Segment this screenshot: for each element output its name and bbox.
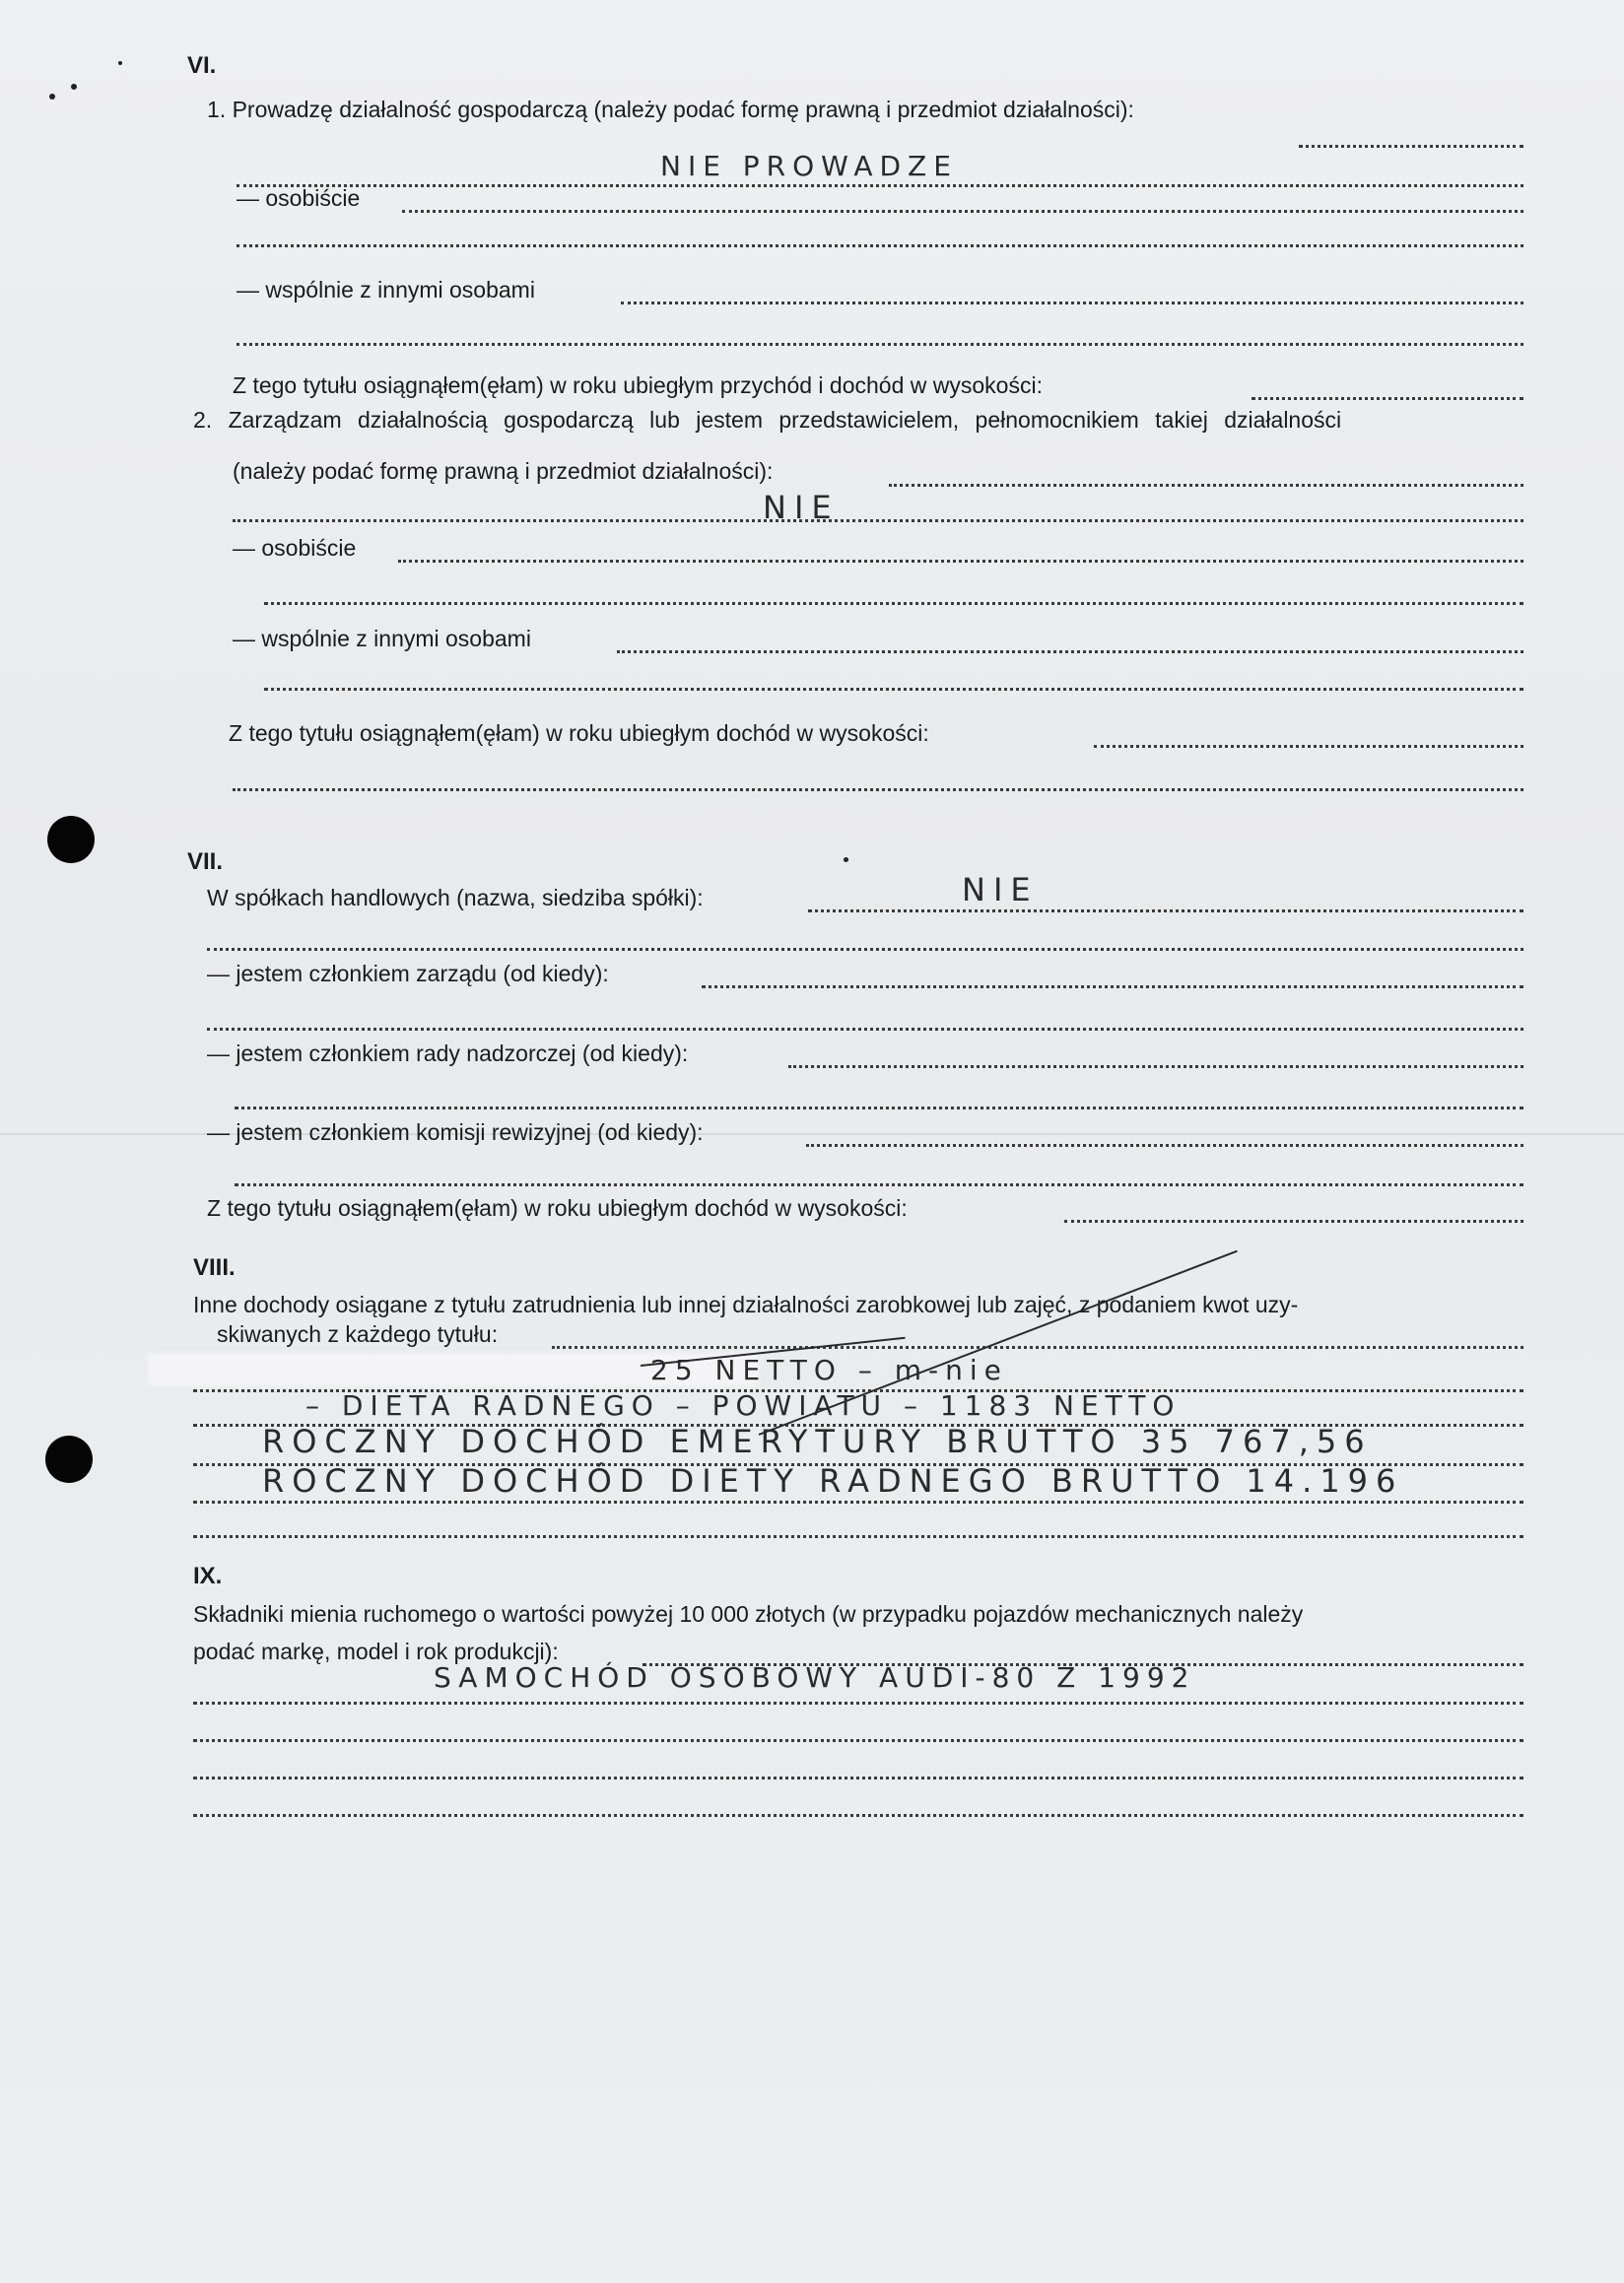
section-ix-heading: IX. — [193, 1563, 223, 1589]
ink-speck — [844, 857, 848, 862]
punch-hole-bottom — [45, 1436, 93, 1483]
income-label: Z tego tytułu osiągnąłem(ęłam) w roku ubiegłym przychód i dochód w wysokości: — [233, 372, 1043, 398]
ink-speck — [118, 61, 122, 65]
section-ix-line1: Składniki mienia ruchomego o wartości powyżej 10 000 złotych (w przypadku pojazdów mechanicznych należy — [193, 1601, 1304, 1627]
handwritten-answer-nie: NIE — [763, 489, 840, 526]
dotted-leader — [889, 484, 1523, 487]
dotted-leader — [1094, 745, 1523, 748]
wspolnie-label: — wspólnie z innymi osobami — [237, 277, 535, 302]
section-vi-heading: VI. — [187, 52, 217, 79]
dotted-leader — [402, 210, 1523, 213]
dotted-leader — [193, 1501, 1523, 1504]
zarzad-label: — jestem członkiem zarządu (od kiedy): — [207, 961, 609, 986]
handwritten-income-line-3: ROCZNY DOCHÓD EMERYTURY BRUTTO 35 767,56 — [262, 1423, 1373, 1460]
handwritten-income-line-2: – DIETA RADNEGO – POWIATU – 1183 NETTO — [305, 1389, 1182, 1422]
wspolnie-label: — wspólnie z innymi osobami — [233, 626, 531, 651]
dotted-leader — [233, 519, 1523, 522]
ink-speck — [71, 84, 77, 90]
handwritten-income-line-1: 25 NETTO – m-nie — [650, 1354, 1008, 1386]
dotted-leader — [398, 560, 1523, 563]
dotted-leader — [193, 1777, 1523, 1779]
section-vi-item2-line1: 2. Zarządzam działalnością gospodarczą lub jestem przedstawicielem, pełnomocnikiem takiej działalności — [193, 407, 1342, 433]
section-vii-heading: VII. — [187, 848, 224, 875]
dotted-leader — [702, 985, 1523, 988]
punch-hole-top — [47, 816, 95, 863]
dotted-leader — [235, 1107, 1523, 1109]
dotted-leader — [233, 788, 1523, 791]
dotted-leader — [808, 909, 1523, 912]
income-label: Z tego tytułu osiągnąłem(ęłam) w roku ubiegłym dochód w wysokości: — [207, 1195, 908, 1221]
dotted-leader — [193, 1814, 1523, 1817]
osobiscie-label: — osobiście — [233, 535, 357, 561]
section-ix-line2: podać markę, model i rok produkcji): — [193, 1639, 559, 1664]
dotted-leader — [1252, 397, 1523, 400]
section-viii-heading: VIII. — [193, 1254, 236, 1281]
komisja-label: — jestem członkiem komisji rewizyjnej (od kiedy): — [207, 1119, 704, 1145]
dotted-leader — [617, 650, 1523, 653]
dotted-leader — [1299, 145, 1523, 148]
dotted-leader — [193, 1535, 1523, 1538]
dotted-leader — [207, 948, 1523, 951]
dotted-leader — [237, 343, 1523, 346]
section-viii-line1: Inne dochody osiągane z tytułu zatrudnienia lub innej działalności zarobkowej lub zajęć, z podaniem kwot uzy- — [193, 1292, 1299, 1317]
handwritten-answer-nie: NIE — [962, 871, 1039, 908]
spolki-label: W spółkach handlowych (nazwa, siedziba spółki): — [207, 885, 704, 910]
handwritten-vehicle: SAMOCHÓD OSOBOWY AUDI-80 Z 1992 — [434, 1661, 1196, 1694]
income-label: Z tego tytułu osiągnąłem(ęłam) w roku ubiegłym dochód w wysokości: — [229, 720, 929, 746]
dotted-leader — [552, 1346, 1523, 1349]
dotted-leader — [264, 688, 1523, 691]
dotted-leader — [193, 1702, 1523, 1705]
section-vi-item1: 1. Prowadzę działalność gospodarczą (należy podać formę prawną i przedmiot działalności): — [207, 97, 1134, 122]
dotted-leader — [806, 1144, 1523, 1147]
dotted-leader — [621, 302, 1523, 304]
handwritten-answer-nie-prowadze: NIE PROWADZE — [660, 150, 958, 182]
section-viii-line2: skiwanych z każdego tytułu: — [217, 1321, 499, 1347]
dotted-leader — [237, 184, 1523, 187]
dotted-leader — [1064, 1220, 1523, 1223]
dotted-leader — [193, 1739, 1523, 1742]
dotted-leader — [788, 1065, 1523, 1068]
dotted-leader — [235, 1183, 1523, 1186]
dotted-leader — [237, 244, 1523, 247]
dotted-leader — [264, 602, 1523, 605]
osobiscie-label: — osobiście — [237, 185, 361, 211]
rada-label: — jestem członkiem rady nadzorczej (od kiedy): — [207, 1041, 689, 1066]
ink-speck — [49, 94, 55, 100]
handwritten-income-line-4: ROCZNY DOCHÓD DIETY RADNEGO BRUTTO 14.196 — [262, 1462, 1404, 1500]
dotted-leader — [207, 1028, 1523, 1031]
section-vi-item2-line2: (należy podać formę prawną i przedmiot działalności): — [233, 458, 774, 484]
